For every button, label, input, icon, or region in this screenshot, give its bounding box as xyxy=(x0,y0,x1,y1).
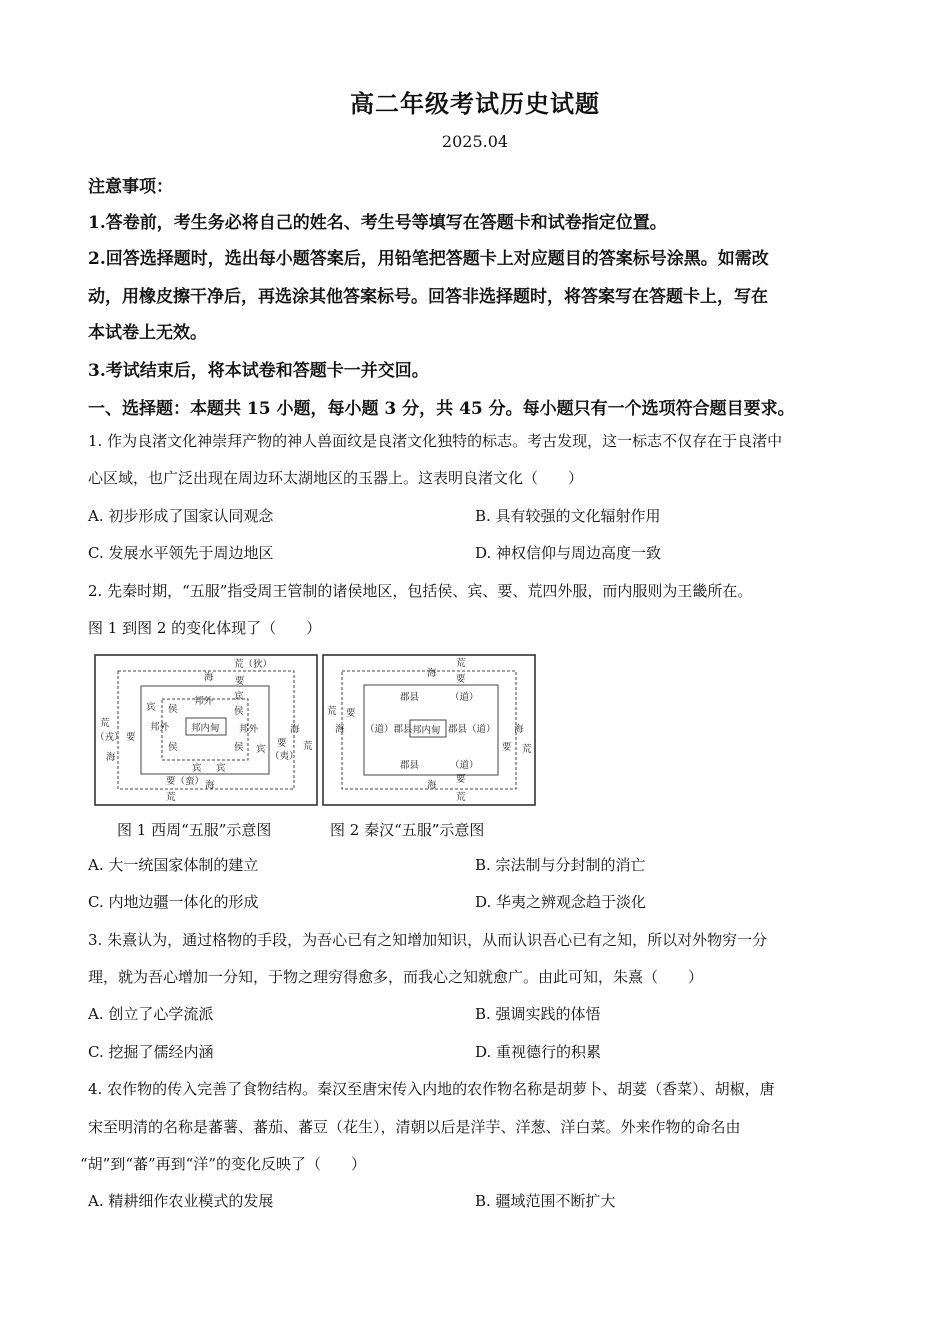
fig1-label: 邦外 xyxy=(239,724,259,735)
fig1-label: （戎） xyxy=(95,732,124,743)
fig2-label: 要 xyxy=(502,742,512,753)
fig1-label: 要 xyxy=(126,732,136,743)
fig1-label: 荒 xyxy=(100,718,110,729)
q1-option-d[interactable]: D. 神权信仰与周边高度一致 xyxy=(475,544,662,562)
q4-stem-line-1: 4. 农作物的传入完善了食物结构。秦汉至唐宋传入内地的农作物名称是胡萝卜、胡荽（香菜）、胡椒，唐 xyxy=(88,1080,775,1098)
fig1-label: 荒（狄） xyxy=(234,659,273,670)
exam-date: 2025.04 xyxy=(441,132,509,151)
fig2-label: 要 xyxy=(346,708,356,719)
figure-1-western-zhou-diagram xyxy=(94,654,318,810)
fig1-label: （夷） xyxy=(270,751,299,762)
q4-stem-line-2: 宋至明清的名称是蕃薯、蕃茄、蕃豆（花生），清朝以后是洋芋、洋葱、洋白菜。外来作物的命名由 xyxy=(88,1118,741,1136)
figure-2-caption: 图 2 秦汉“五服”示意图 xyxy=(330,821,485,839)
q4-option-a[interactable]: A. 精耕细作农业模式的发展 xyxy=(88,1192,274,1210)
q2-option-c[interactable]: C. 内地边疆一体化的形成 xyxy=(88,893,259,911)
fig2-label: 要 xyxy=(456,774,466,785)
q1-option-c[interactable]: C. 发展水平领先于周边地区 xyxy=(88,544,274,562)
q2-option-d[interactable]: D. 华夷之辨观念趋于淡化 xyxy=(475,893,647,911)
fig2-label: 荒 xyxy=(327,706,337,717)
fig1-label: 荒 xyxy=(166,792,176,803)
q2-option-a[interactable]: A. 大一统国家体制的建立 xyxy=(88,856,259,874)
fig2-label: 郡县 xyxy=(400,760,420,771)
section-1-heading: 一、选择题：本题共 15 小题，每小题 3 分，共 45 分。每小题只有一个选项符合题目要求。 xyxy=(88,399,795,419)
q1-option-a[interactable]: A. 初步形成了国家认同观念 xyxy=(88,507,274,525)
fig1-label: 侯 xyxy=(168,742,178,753)
fig2-label: 海 xyxy=(427,668,437,679)
fig1-label: 荒 xyxy=(303,741,313,752)
q1-stem-line-1: 1. 作为良渚文化神崇拜产物的神人兽面纹是良渚文化独特的标志。考古发现，这一标志不仅存在于良渚中 xyxy=(88,432,783,450)
fig2-center-label: 邦内甸 xyxy=(412,725,441,736)
fig2-label: 郡县（道） xyxy=(448,724,496,735)
fig1-label: 侯 xyxy=(234,742,244,753)
q3-stem-line-1: 3. 朱熹认为，通过格物的手段，为吾心已有之知增加知识，从而认识吾心已有之知，所以对外物穷一分 xyxy=(88,931,768,949)
fig2-label: （道）郡县 xyxy=(365,724,413,735)
fig1-label: 侯 xyxy=(168,704,178,715)
q1-stem-line-2: 心区域，也广泛出现在周边环太湖地区的玉器上。这表明良渚文化（ ） xyxy=(88,469,584,487)
fig2-label: （道） xyxy=(450,760,479,771)
q3-stem-line-2: 理，就为吾心增加一分知，于物之理穷得愈多，而我心之知就愈广。由此可知，朱熹（ ） xyxy=(88,968,704,986)
fig2-label: 海 xyxy=(335,724,345,735)
fig2-label: 郡县 xyxy=(400,692,420,703)
notice-item-2-line-1: 2.回答选择题时，选出每小题答案后，用铅笔把答题卡上对应题目的答案标号涂黑。如需改 xyxy=(88,249,769,269)
q3-option-b[interactable]: B. 强调实践的体悟 xyxy=(475,1005,601,1023)
q3-option-d[interactable]: D. 重视德行的积累 xyxy=(475,1043,602,1061)
fig1-label: 宾 xyxy=(216,763,226,774)
q4-stem-line-3: “胡”到“蕃”再到“洋”的变化反映了（ ） xyxy=(80,1155,367,1173)
fig1-center-label: 邦内甸 xyxy=(191,723,220,734)
fig2-label: 海 xyxy=(427,780,437,791)
figure-1-caption: 图 1 西周“五服”示意图 xyxy=(117,821,272,839)
figure-2-qin-han-diagram xyxy=(322,654,536,810)
q4-option-b[interactable]: B. 疆域范围不断扩大 xyxy=(475,1192,616,1210)
fig2-label: 要 xyxy=(456,674,466,685)
exam-title: 高二年级考试历史试题 xyxy=(350,89,600,118)
fig1-label: 宾 xyxy=(146,702,156,713)
notice-item-2-line-2: 动，用橡皮擦干净后，再选涂其他答案标号。回答非选择题时，将答案写在答题卡上，写在 xyxy=(88,287,768,307)
fig1-label: 要 xyxy=(235,676,245,687)
fig1-label: 海 xyxy=(290,724,300,735)
fig2-label: 荒 xyxy=(456,792,466,803)
fig1-label: 要（蛮） xyxy=(166,776,205,787)
q3-option-c[interactable]: C. 挖掘了儒经内涵 xyxy=(88,1043,214,1061)
q2-option-b[interactable]: B. 宗法制与分封制的消亡 xyxy=(475,856,646,874)
fig1-label: 侯 xyxy=(234,706,244,717)
fig1-label: 宾 xyxy=(256,744,266,755)
q2-stem-line-2: 图 1 到图 2 的变化体现了（ ） xyxy=(88,619,322,637)
notice-item-2-line-3: 本试卷上无效。 xyxy=(88,323,207,343)
fig1-label: 海 xyxy=(204,672,214,683)
fig1-label: 宾 xyxy=(192,763,202,774)
fig1-label: 海 xyxy=(106,752,116,763)
notice-item-1: 1.答卷前，考生务必将自己的姓名、考生号等填写在答题卡和试卷指定位置。 xyxy=(88,213,667,233)
q3-option-a[interactable]: A. 创立了心学流派 xyxy=(88,1005,214,1023)
fig1-label: 海 xyxy=(205,780,215,791)
q1-option-b[interactable]: B. 具有较强的文化辐射作用 xyxy=(475,507,661,525)
fig2-label: （道） xyxy=(450,692,479,703)
fig1-label: 邦外 xyxy=(150,722,170,733)
fig1-label: 要 xyxy=(277,738,287,749)
notice-heading: 注意事项： xyxy=(88,177,173,197)
fig2-label: 荒 xyxy=(522,744,532,755)
notice-item-3: 3.考试结束后，将本试卷和答题卡一并交回。 xyxy=(88,361,429,381)
fig2-label: 海 xyxy=(514,724,524,735)
fig2-label: 荒 xyxy=(456,658,466,669)
q2-stem-line-1: 2. 先秦时期，“五服”指受周王管制的诸侯地区，包括侯、宾、要、荒四外服，而内服则为王畿所在。 xyxy=(88,582,753,600)
fig1-label: 宾 xyxy=(234,691,244,702)
fig1-label: 邦外 xyxy=(194,696,214,707)
